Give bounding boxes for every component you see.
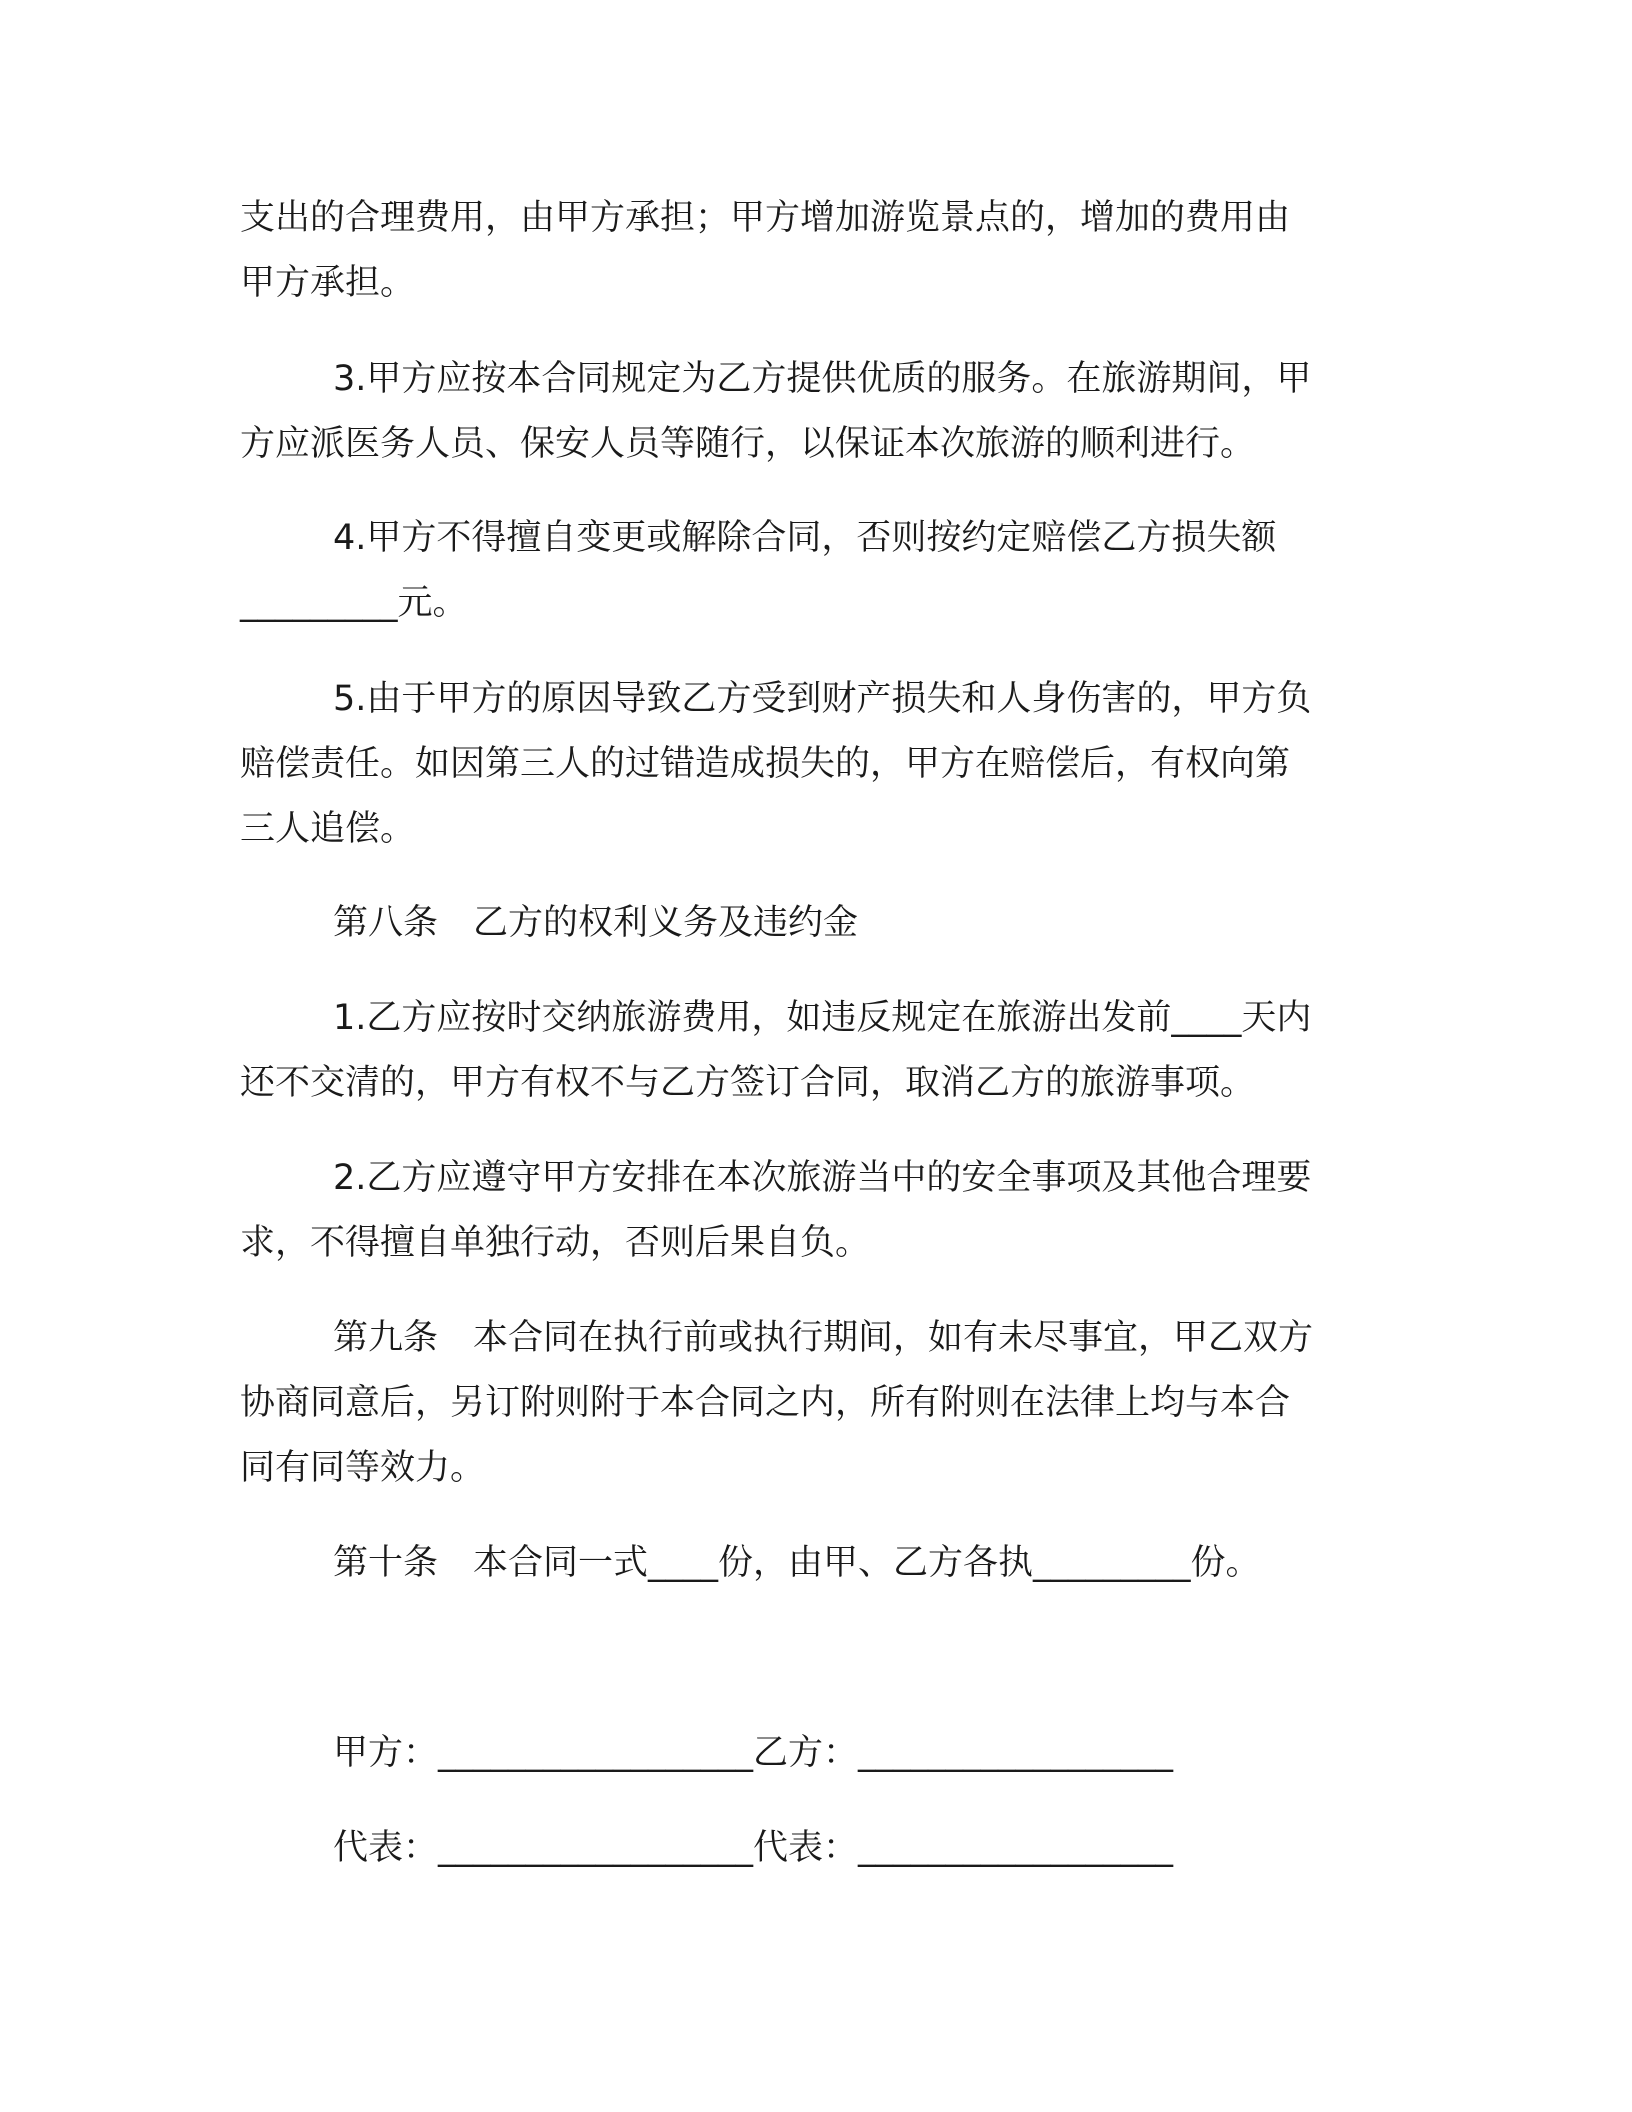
clause-item-4: 4.甲方不得擅自变更或解除合同，否则按约定赔偿乙方损失额 — [333, 518, 1277, 558]
body-text-line: 三人追偿。 — [240, 809, 416, 849]
article-9: 第九条 本合同在执行前或执行期间，如有未尽事宜，甲乙双方 — [333, 1318, 1314, 1358]
body-text-line: 赔偿责任。如因第三人的过错造成损失的，甲方在赔偿后，有权向第 — [240, 744, 1291, 784]
body-text-line: 方应派医务人员、保安人员等随行，以保证本次旅游的顺利进行。 — [240, 424, 1256, 464]
body-text-line: 甲方承担。 — [240, 263, 416, 303]
amount-blank-line: _________元。 — [240, 583, 468, 623]
body-text-line: 协商同意后，另订附则附于本合同之内，所有附则在法律上均与本合 — [240, 1383, 1291, 1423]
article-8-heading: 第八条 乙方的权利义务及违约金 — [333, 903, 859, 943]
body-text-line: 还不交清的，甲方有权不与乙方签订合同，取消乙方的旅游事项。 — [240, 1063, 1256, 1103]
article-10: 第十条 本合同一式____份，由甲、乙方各执_________份。 — [333, 1543, 1261, 1583]
body-text-line: 支出的合理费用，由甲方承担；甲方增加游览景点的，增加的费用由 — [240, 198, 1291, 238]
body-text-line: 同有同等效力。 — [240, 1448, 486, 1488]
clause-item-2: 2.乙方应遵守甲方安排在本次旅游当中的安全事项及其他合理要 — [333, 1158, 1312, 1198]
signature-line-representatives: 代表：__________________代表：__________________ — [333, 1828, 1174, 1868]
signature-line-parties: 甲方：__________________乙方：__________________ — [333, 1733, 1174, 1773]
clause-item-1: 1.乙方应按时交纳旅游费用，如违反规定在旅游出发前____天内 — [333, 998, 1312, 1038]
clause-item-5: 5.由于甲方的原因导致乙方受到财产损失和人身伤害的，甲方负 — [333, 679, 1312, 719]
clause-item-3: 3.甲方应按本合同规定为乙方提供优质的服务。在旅游期间，甲 — [333, 359, 1312, 399]
body-text-line: 求，不得擅自单独行动，否则后果自负。 — [240, 1223, 871, 1263]
